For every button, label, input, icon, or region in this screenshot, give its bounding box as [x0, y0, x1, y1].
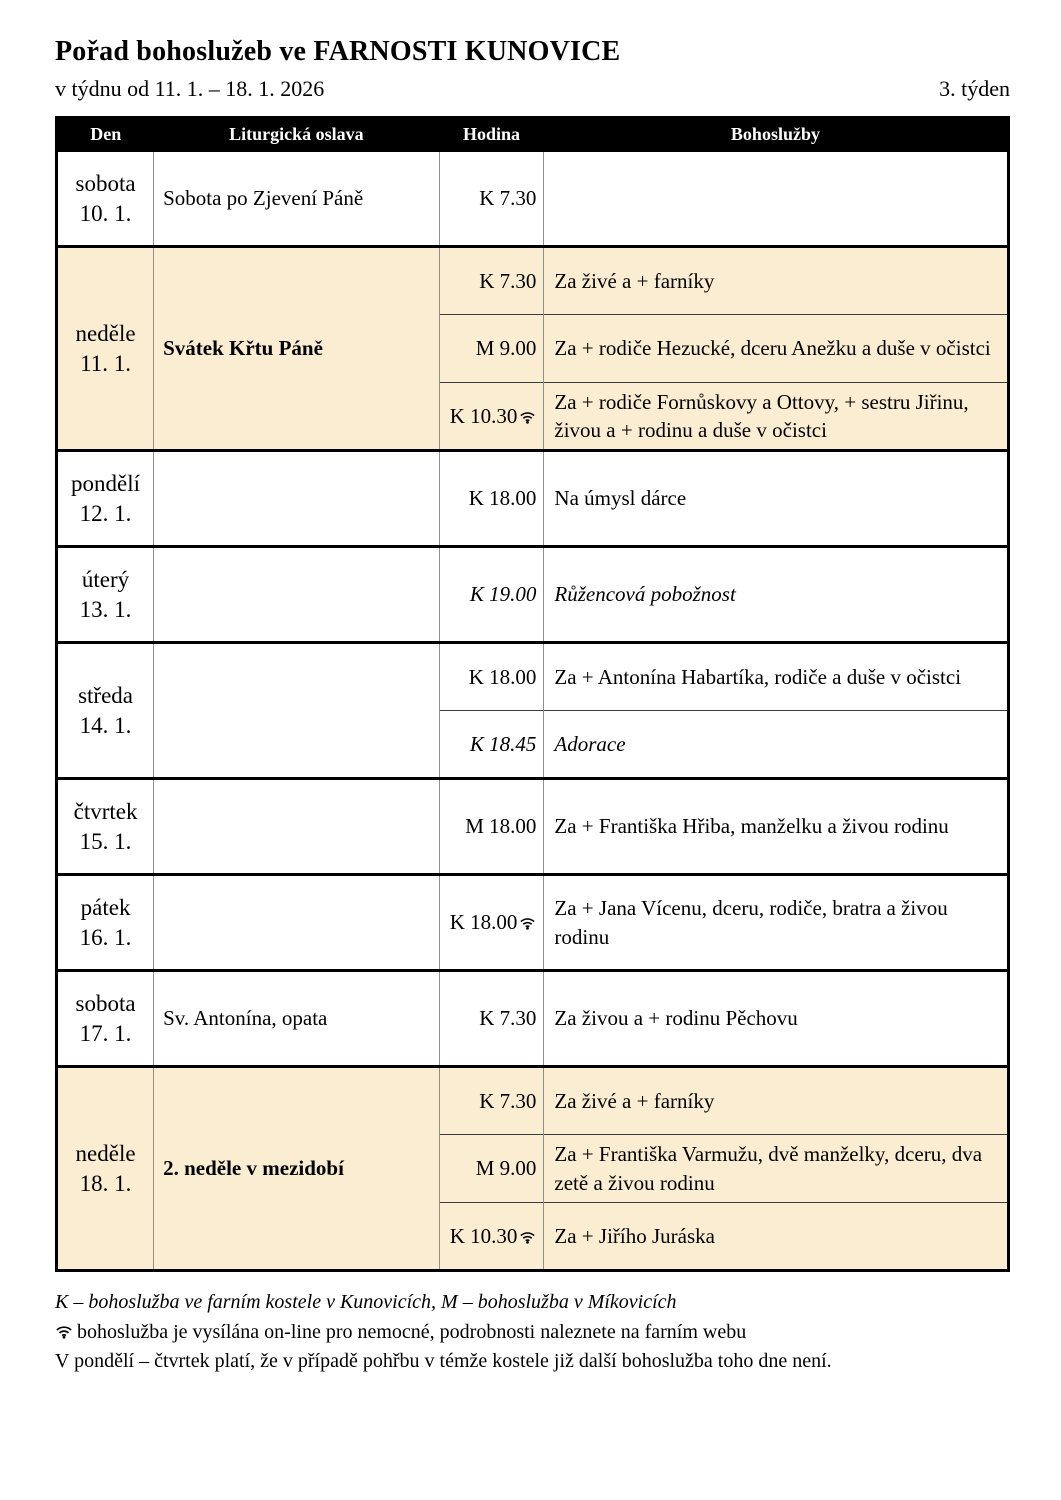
wifi-icon: [519, 916, 536, 930]
day-date: 17. 1.: [79, 1020, 132, 1046]
footnote-funeral-rule: V pondělí – čtvrtek platí, že v případě pohřbu v témže kostele již další bohoslužba toho dne není.: [55, 1350, 832, 1373]
wifi-icon: [55, 1324, 73, 1339]
intention-cell: Za + rodiče Hezucké, dceru Anežku a duše v očistci: [544, 315, 1009, 383]
day-date: 14. 1.: [79, 712, 132, 738]
day-cell: [57, 1067, 154, 1271]
day-name: pátek: [80, 894, 131, 920]
day-name: čtvrtek: [73, 798, 138, 824]
table-row: [57, 451, 1009, 547]
time-value: K 7.30: [479, 186, 537, 210]
time-cell: [439, 247, 544, 315]
time-cell: [439, 711, 544, 779]
time-value: K 10.30: [449, 403, 518, 428]
table-row: [57, 151, 1009, 247]
feast-cell: [154, 451, 440, 547]
feast-cell: 2. neděle v mezidobí: [154, 1067, 440, 1271]
feast-cell: [154, 547, 440, 643]
time-cell: [439, 547, 544, 643]
time-value: M 18.00: [465, 814, 537, 838]
day-cell: [57, 151, 154, 247]
intention-cell: Za + rodiče Fornůskovy a Ottovy, + sestru Jiřinu, živou a + rodinu a duše v očistci: [544, 383, 1009, 451]
day-name: pondělí: [71, 470, 141, 496]
table-row: [57, 247, 1009, 315]
schedule-table: [55, 116, 1010, 1272]
feast-cell: Sv. Antonína, opata: [154, 971, 440, 1067]
table-row: [57, 547, 1009, 643]
column-header-hodina: Hodina: [439, 118, 544, 151]
time-cell: [439, 315, 544, 383]
schedule-table-body: [57, 151, 1009, 1271]
day-cell: [57, 779, 154, 875]
day-name: neděle: [75, 320, 136, 346]
day-cell: [57, 875, 154, 971]
intention-cell: Na úmysl dárce: [544, 451, 1009, 547]
time-cell: [439, 151, 544, 247]
week-number: 3. týden: [939, 76, 1010, 101]
day-cell: [57, 247, 154, 451]
table-row: [57, 1067, 1009, 1135]
time-value: K 19.00: [469, 582, 537, 606]
day-name: sobota: [75, 990, 136, 1016]
column-header-liturgicka-oslava: Liturgická oslava: [154, 118, 440, 151]
time-cell: [439, 1067, 544, 1135]
day-date: 13. 1.: [79, 596, 132, 622]
column-header-bohosluzby: Bohoslužby: [544, 118, 1009, 151]
day-cell: [57, 547, 154, 643]
time-value: K 10.30: [449, 1223, 518, 1248]
time-cell: [439, 875, 544, 971]
footnote-online-text: bohoslužba je vysílána on-line pro nemocné, podrobnosti naleznete na farním webu: [77, 1320, 747, 1343]
intention-cell: Za + Jana Vícenu, dceru, rodiče, bratra a živou rodinu: [544, 875, 1009, 971]
time-cell: [439, 451, 544, 547]
day-date: 18. 1.: [79, 1170, 132, 1196]
time-value: K 18.00: [449, 910, 518, 934]
feast-cell: [154, 643, 440, 779]
time-cell: [439, 779, 544, 875]
wifi-icon: [519, 410, 536, 424]
intention-cell: Za + Františka Varmužu, dvě manželky, dceru, dva zetě a živou rodinu: [544, 1135, 1009, 1203]
time-value: K 18.00: [468, 664, 537, 689]
wifi-icon: [519, 1230, 536, 1244]
subtitle-row: [55, 76, 1010, 102]
intention-cell: Za + Jiřího Juráska: [544, 1203, 1009, 1271]
week-range: v týdnu od 11. 1. – 18. 1. 2026: [55, 76, 325, 101]
feast-cell: [154, 779, 440, 875]
day-date: 11. 1.: [80, 350, 131, 376]
day-name: středa: [78, 682, 133, 708]
time-value: K 7.30: [479, 268, 537, 293]
intention-cell: Adorace: [544, 711, 1009, 779]
intention-cell: Za živou a + rodinu Pěchovu: [544, 971, 1009, 1067]
time-value: M 9.00: [475, 1156, 537, 1180]
feast-cell: [154, 875, 440, 971]
day-cell: [57, 451, 154, 547]
time-cell: [439, 1203, 544, 1271]
day-name: neděle: [75, 1140, 136, 1166]
feast-cell: Svátek Křtu Páně: [154, 247, 440, 451]
table-row: [57, 971, 1009, 1067]
column-header-den: Den: [57, 118, 154, 151]
day-cell: [57, 971, 154, 1067]
day-date: 16. 1.: [79, 924, 132, 950]
day-date: 10. 1.: [79, 200, 132, 226]
intention-cell: Růžencová pobožnost: [544, 547, 1009, 643]
intention-cell: Za živé a + farníky: [544, 247, 1009, 315]
table-header-row: [57, 118, 1009, 151]
intention-cell: [544, 151, 1009, 247]
time-cell: [439, 383, 544, 451]
footnote-online: [55, 1318, 1010, 1348]
time-value: K 18.45: [469, 731, 537, 756]
day-name: sobota: [75, 170, 136, 196]
intention-cell: Za živé a + farníky: [544, 1067, 1009, 1135]
day-date: 12. 1.: [79, 500, 132, 526]
table-row: [57, 643, 1009, 711]
day-name: úterý: [81, 566, 130, 592]
time-value: K 7.30: [479, 1088, 537, 1113]
intention-cell: Za + Antonína Habartíka, rodiče a duše v očistci: [544, 643, 1009, 711]
time-cell: [439, 1135, 544, 1203]
day-cell: [57, 643, 154, 779]
intention-cell: Za + Františka Hřiba, manželku a živou rodinu: [544, 779, 1009, 875]
feast-cell: Sobota po Zjevení Páně: [154, 151, 440, 247]
time-value: K 7.30: [479, 1006, 537, 1030]
time-cell: [439, 643, 544, 711]
time-cell: [439, 971, 544, 1067]
table-row: [57, 779, 1009, 875]
day-date: 15. 1.: [79, 828, 132, 854]
footnote-legend: K – bohoslužba ve farním kostele v Kunovicích, M – bohoslužba v Míkovicích: [55, 1291, 677, 1313]
footnotes: [55, 1288, 1010, 1377]
time-value: K 18.00: [468, 486, 537, 510]
page-title: Pořad bohoslužeb ve FARNOSTI KUNOVICE: [55, 36, 621, 67]
time-value: M 9.00: [475, 336, 537, 360]
table-row: [57, 875, 1009, 971]
